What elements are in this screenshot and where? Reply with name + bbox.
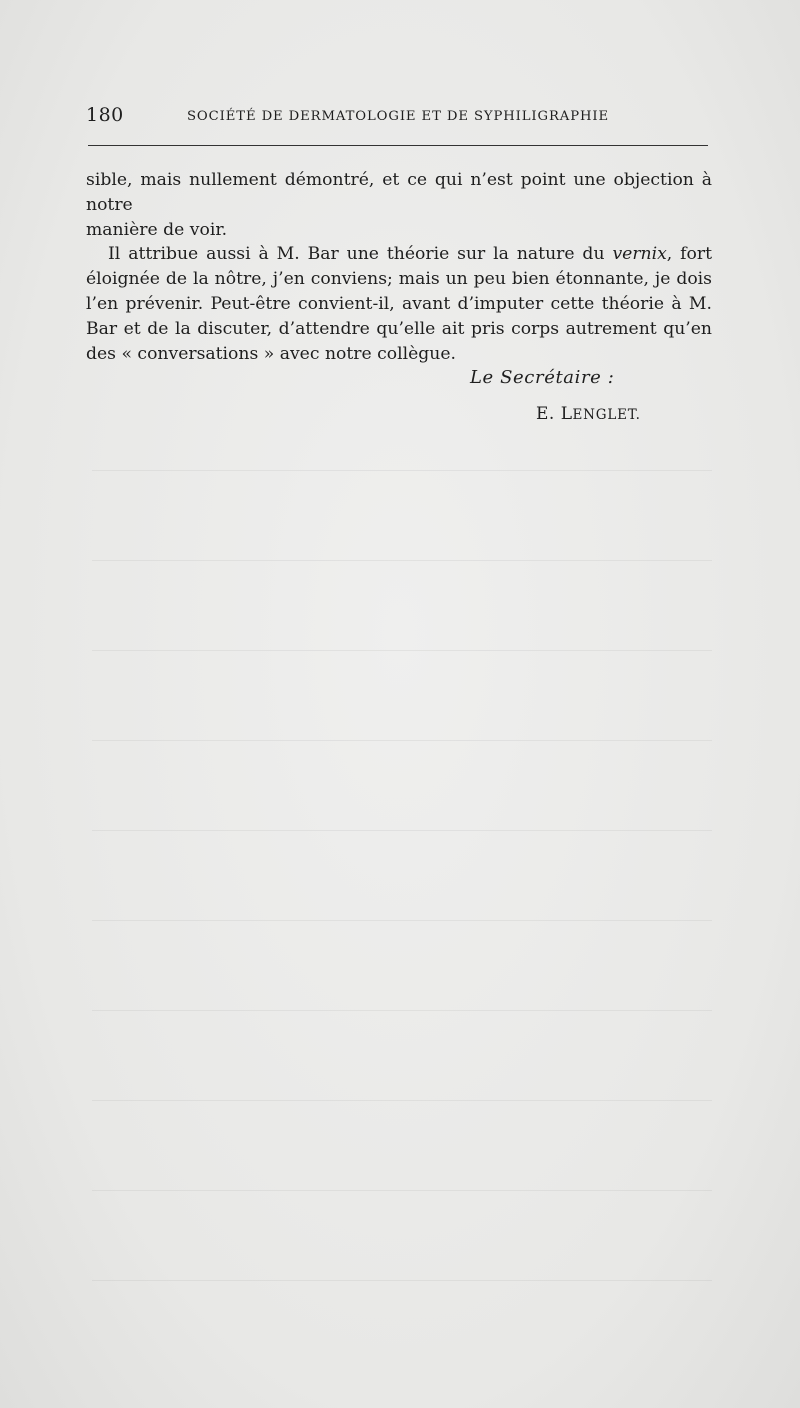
bleed-through [92, 1280, 712, 1281]
paragraph-line: sible, mais nullement démontré, et ce qui n’est point une objection à notre [86, 170, 712, 215]
signature [536, 404, 641, 424]
running-title: SOCIÉTÉ DE DERMATOLOGIE ET DE SYPHILIGRAPHIE [187, 109, 610, 124]
bleed-through [92, 1010, 712, 1011]
paragraph-text: Il attribue aussi à M. Bar une théorie sur la nature du [108, 244, 613, 265]
bleed-through [92, 650, 712, 651]
signature-surname: ENGLET. [572, 407, 641, 423]
page-header [86, 104, 710, 134]
bleed-through [92, 1190, 712, 1191]
bleed-through [92, 830, 712, 831]
italic-term: vernix [612, 244, 667, 265]
paragraph [86, 242, 712, 366]
paragraph-text: , fort éloignée de la nôtre, j’en conviens; mais un peu bien étonnante, je dois l’en prévenir. Peut-être convient-il, avant d’imputer cette théorie à M. Bar et de la discuter, d’attendre qu’elle ait pris corps autrement qu’en des « conversations » avec notre collègue. [86, 244, 713, 364]
bleed-through [92, 470, 712, 471]
secretary-label: Le Secrétaire : [470, 367, 615, 388]
bleed-through [92, 560, 712, 561]
bleed-through [92, 1100, 712, 1101]
body-text [86, 168, 712, 366]
signature-initial: E. L [536, 404, 573, 424]
bleed-through [92, 920, 712, 921]
page-number: 180 [86, 104, 124, 126]
header-rule [88, 145, 708, 146]
paragraph-line: manière de voir. [86, 219, 228, 240]
bleed-through [92, 740, 712, 741]
